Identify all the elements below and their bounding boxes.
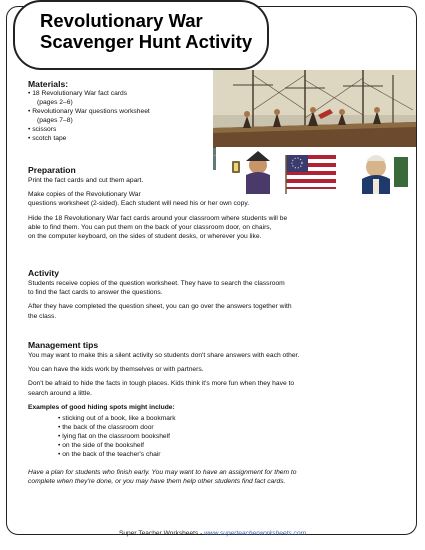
materials-item: • scissors <box>28 125 57 133</box>
tips-text: You can have the kids work by themselves or with partners. <box>28 366 204 374</box>
preparation-section <box>28 165 398 241</box>
tips-text: search around a little. <box>28 389 92 397</box>
activity-section <box>28 268 398 321</box>
materials-item: (pages 7–8) <box>37 116 73 124</box>
activity-heading: Activity <box>28 268 60 278</box>
tips-text: You may want to make this a silent activity so students don't share answers with each other. <box>28 352 300 359</box>
footer-site-name: Super Teacher Worksheets - <box>118 530 205 537</box>
hiding-spot-item: • sticking out of a book, like a bookmark <box>58 415 176 423</box>
tips-heading: Management tips <box>28 340 99 350</box>
hiding-spot-item: • on the back of the teacher's chair <box>58 450 161 458</box>
hiding-spot-item: • lying flat on the classroom bookshelf <box>58 432 170 440</box>
preparation-heading: Preparation <box>28 165 76 175</box>
preparation-text: questions worksheet (2-sided). Each student will need his or her own copy. <box>28 200 250 208</box>
preparation-text: on the computer keyboard, on the sides of student desks, or wherever you like. <box>28 233 262 241</box>
activity-text: Students receive copies of the question worksheet. They have to search the classroom <box>28 280 285 287</box>
hiding-spot-item: • the back of the classroom door <box>58 423 154 431</box>
materials-item: • scotch tape <box>28 134 67 142</box>
materials-item: • 18 Revolutionary War fact cards <box>28 90 128 97</box>
closing-note: Have a plan for students who finish early. You may want to have an assignment for them to <box>28 468 297 476</box>
preparation-text: Print the fact cards and cut them apart. <box>28 177 144 184</box>
materials-heading: Materials: <box>28 79 69 89</box>
footer <box>0 530 425 537</box>
hiding-spots-list <box>28 415 403 460</box>
footer-url-link[interactable]: www.superteacherworksheets.com <box>204 530 307 537</box>
title-line-2: Scavenger Hunt Activity <box>40 31 253 52</box>
materials-item: • Revolutionary War questions worksheet <box>28 107 150 115</box>
materials-list <box>28 90 213 143</box>
activity-text: the class. <box>28 312 57 320</box>
materials-section <box>28 79 213 143</box>
preparation-text: Hide the 18 Revolutionary War fact cards around your classroom where students will be <box>28 214 288 222</box>
management-tips-section <box>28 340 403 486</box>
activity-text: to find the fact cards to answer the questions. <box>28 289 163 297</box>
preparation-text: Make copies of the Revolutionary War <box>28 191 141 199</box>
preparation-text: able to find them. You can put them on the back of your classroom door, on chairs, <box>28 223 272 231</box>
activity-text: After they have completed the question sheet, you can go over the answers together with <box>28 303 292 311</box>
title-line-1: Revolutionary War <box>40 10 203 31</box>
hiding-spots-heading: Examples of good hiding spots might include: <box>28 403 175 411</box>
tips-text: Don't be afraid to hide the facts in tough places. Kids think it's more fun when they have to <box>28 380 295 388</box>
title-box <box>13 0 269 70</box>
closing-note: complete when they're done, or you may have them help other students find fact cards. <box>28 477 286 485</box>
hiding-spot-item: • on the side of the bookshelf <box>58 441 144 449</box>
materials-item: (pages 2–6) <box>37 98 73 106</box>
